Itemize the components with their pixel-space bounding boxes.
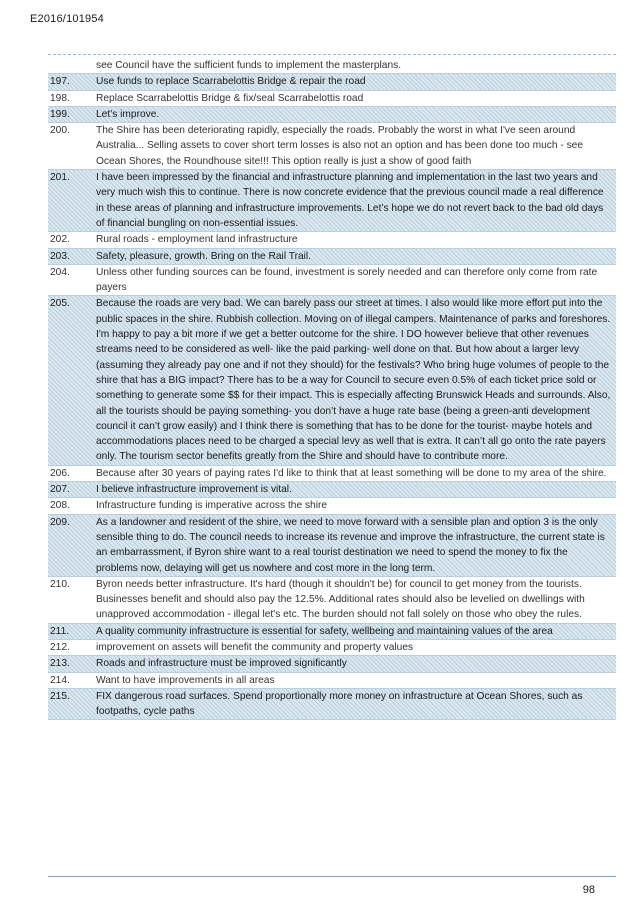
row-number: 205.: [50, 298, 70, 310]
row-text: Roads and infrastructure must be improved significantly: [96, 658, 347, 670]
row-text: Safety, pleasure, growth. Bring on the Rail Trail.: [96, 250, 311, 262]
table-row: [48, 577, 616, 623]
row-text: improvement on assets will benefit the community and property values: [96, 641, 414, 653]
row-text: Infrastructure funding is imperative across the shire: [96, 500, 328, 512]
row-number: 198.: [50, 92, 70, 104]
page-number: 98: [582, 884, 595, 896]
row-number: 197.: [50, 76, 70, 88]
row-text: Rural roads - employment land infrastructure: [96, 234, 298, 246]
table-row: [48, 514, 616, 577]
row-number: 206.: [50, 467, 70, 479]
table-row: [48, 248, 616, 265]
table-row: [48, 673, 616, 688]
table-row: [48, 232, 616, 247]
row-text: Want to have improvements in all areas: [96, 674, 275, 686]
table-row: [48, 265, 616, 296]
row-text: A quality community infrastructure is essential for safety, wellbeing and maintaining values of the area: [96, 625, 553, 637]
row-number: 212.: [50, 641, 70, 653]
table-row: [48, 73, 616, 90]
row-number: 204.: [50, 266, 70, 278]
row-number: 213.: [50, 658, 70, 670]
table-row: [48, 655, 616, 672]
table-row: [48, 623, 616, 640]
row-text: I have been impressed by the financial and infrastructure planning and implementation in the last two years and very much wish this to continue. There is now concrete evidence that the previous council made a real difference in these areas of planning and infrastructure improvements. Let’s hope we do not revert back to the bad old days of financial bungling on non-essential issues.: [96, 172, 604, 229]
table-row: [48, 481, 616, 498]
row-text: Because the roads are very bad. We can barely pass our street at times. I also would like more effort put into the public spaces in the shire. Rubbish collection. Moving on of illegal campers. Maintenance of parks and foreshores. I'm happy to pay a bit more if we get a better outcome for the shire. I DO however believe that other revenues streams need to be considered as well- like the paid parking- well done on that. But how about a larger levy (assuming they already pay one and if not they should) for the festivals? Who bring huge volumes of people to the shire that has a BIG impact? There has to be a way for Council to secure even 0.5% of each ticket price sold or something to generate some $$ for their impact. This is especially affecting Brunswick Heads and surrounds. Also, all the tourists should be paying something- you don’t have a huge rate base (being a green-anti development council it can’t grow easily) and I think there is something that has to be done for the tourist- maybe hotels and accommodations places need to be charged a special levy as well that is extra. It can’t all go onto the rate payers only. The tourism sector benefits greatly from the Shire and should have to contribute more.: [96, 298, 611, 463]
table-row: [48, 640, 616, 655]
row-number: 214.: [50, 674, 70, 686]
table-row: [48, 106, 616, 123]
row-text: I believe infrastructure improvement is vital.: [96, 484, 292, 496]
table-row: [48, 91, 616, 106]
table-row: [48, 123, 616, 169]
row-text: As a landowner and resident of the shire, we need to move forward with a sensible plan and option 3 is the only sensible thing to do. The council needs to increase its revenue and improve the infrastructure, the current state is an embarrassment, if Byron shire want to a real tourist destination we need to spend the money to fix the problems now, delaying will get us nowhere and cost more in the long term.: [96, 516, 605, 574]
row-text: Let’s improve.: [96, 108, 160, 120]
row-number: 203.: [50, 250, 70, 262]
table-row: [48, 169, 616, 232]
table-row: [48, 688, 616, 721]
row-number: 208.: [50, 500, 70, 512]
row-number: 207.: [50, 484, 70, 496]
header-divider: [48, 54, 616, 55]
row-number: 210.: [50, 578, 70, 590]
row-text: Unless other funding sources can be found, investment is sorely needed and can therefore only come from rate payers: [96, 266, 598, 294]
document-id: E2016/101954: [30, 13, 104, 25]
row-number: 215.: [50, 690, 70, 702]
response-table: [48, 58, 616, 720]
row-text: FIX dangerous road surfaces. Spend proportionally more money on infrastructure at Ocean Shores, such as footpaths, cycle paths: [96, 690, 583, 718]
continuation-row: [48, 58, 616, 73]
row-number: 199.: [50, 108, 70, 120]
table-row: [48, 466, 616, 481]
continuation-text: see Council have the sufficient funds to implement the masterplans.: [96, 60, 402, 71]
row-number: 211.: [50, 625, 70, 637]
row-text: Byron needs better infrastructure. It's hard (though it shouldn't be) for council to get money from the tourists. Businesses benefit and should also pay the 12.5%. Additional rates should also be levelied on dwellings with unapproved accommodation - illegal let's etc. The burden should not fall solely on those who obey the rules.: [96, 578, 585, 621]
row-number: 202.: [50, 234, 70, 246]
row-number: 200.: [50, 125, 70, 137]
table-row: [48, 498, 616, 513]
table-row: [48, 295, 616, 465]
row-text: Replace Scarrabelottis Bridge & fix/seal Scarrabelottis road: [96, 92, 364, 104]
row-text: Use funds to replace Scarrabelottis Bridge & repair the road: [96, 76, 366, 88]
row-text: Because after 30 years of paying rates I'd like to think that at least something will be done to my area of the shire.: [96, 467, 607, 479]
row-number: 201.: [50, 172, 70, 184]
row-number: 209.: [50, 516, 70, 528]
row-text: The Shire has been deteriorating rapidly, especially the roads. Probably the worst in what I've seen around Australia... Selling assets to cover short term losses is also not an option and has been done too much - see Ocean Shores, the Roundhouse site!!! This option really is just a show of good faith: [96, 125, 584, 167]
footer-divider: [48, 876, 616, 877]
